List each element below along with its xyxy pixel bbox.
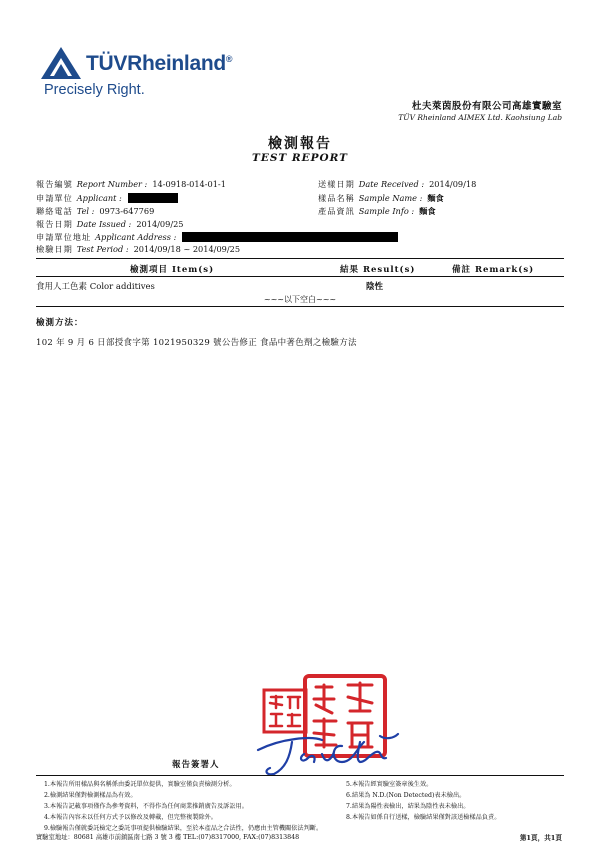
notes-right [346,779,500,823]
page-number: 第1頁，共1頁 [519,834,562,842]
lab-name-en: TÜV Rheinland AIMEX Ltd. Kaohsiung Lab [398,113,562,122]
redaction-bar [182,232,398,242]
field-test-period: 檢驗日期 Test Period : 2014/09/18 ~ 2014/09/25 [36,243,241,254]
signature-icon [252,728,402,780]
table-top-rule [36,258,564,259]
field-applicant: 申請單位 Applicant : [36,192,178,204]
header-remarks: 備註 Remark(s) [452,265,535,275]
table-row-result: 陰性 [366,282,384,292]
field-applicant-address: 申請單位地址 Applicant Address : [36,231,398,243]
table-row-item: 食用人工色素 Color additives [36,282,155,292]
report-title-zh: 檢測報告 [268,136,332,152]
field-date-issued: 報告日期 Date Issued : 2014/09/25 [36,218,184,229]
brand-tagline: Precisely Right. [44,82,145,98]
brand-name: TÜVRheinland® [86,52,233,75]
redaction-bar [128,193,178,203]
list-item: 1.本報告所用樣品與名稱係由委託單位提供，實驗室僅負責檢測分析。 [44,781,236,788]
table-bottom-rule [36,306,564,307]
header-results: 結果 Result(s) [340,265,416,275]
field-sample-info: 產品資訊 Sample Info : 麵食 [318,205,436,216]
header-items: 檢測項目 Item(s) [130,265,215,275]
list-item: 5.本報告經實驗室簽章後生效。 [346,781,433,788]
lab-name-zh: 杜夫萊茵股份有限公司高雄實驗室 [411,101,562,112]
report-title-en: TEST REPORT [252,152,348,164]
field-sample-name: 樣品名稱 Sample Name : 麵食 [318,192,444,203]
field-tel: 聯絡電話 Tel : 0973-647769 [36,205,155,216]
signatory-label: 報告簽署人 [172,760,220,770]
table-header-rule [36,276,564,277]
field-date-received: 送樣日期 Date Received : 2014/09/18 [318,178,477,189]
blank-below-marker: ~~~以下空白~~~ [263,295,337,304]
list-item: 4.本報告內容未以任何方式予以修改及轉載，但完整複製除外。 [44,814,217,821]
notes-left [44,779,322,834]
method-text: 102 年 9 月 6 日部授食字第 1021950329 號公告修正 食品中著色劑之檢驗方法 [36,338,357,348]
method-heading: 檢測方法： [36,318,84,328]
lab-address: 實驗室地址：80681 高雄市前鎮區南七路 3 號 3 樓 TEL:(07)8317000, FAX:(07)8313848 [36,834,300,841]
list-item: 9.檢驗報告僅就委託檢定之委託事項提供檢驗結果，至於本產品之合法性，仍應由主管機關依法判斷。 [44,825,323,832]
list-item: 6.結果為 N.D.(Non Detected)表未檢出。 [346,792,466,799]
list-item: 8.本報告如係自行送樣，檢驗結果僅對該送檢樣品負責。 [346,814,501,821]
list-item: 2.檢測結果僅對檢測樣品為有效。 [44,792,137,799]
tuv-logo-icon [40,46,82,80]
notes-top-rule [36,775,564,776]
field-report-number: 報告編號 Report Number : 14-0918-014-01-1 [36,178,226,189]
list-item: 3.本報告記載事項僅作為參考資料，不得作為任何商業推銷廣告及訴訟用。 [44,803,248,810]
list-item: 7.結果為陽性表檢出，結果為陰性表未檢出。 [346,803,470,810]
